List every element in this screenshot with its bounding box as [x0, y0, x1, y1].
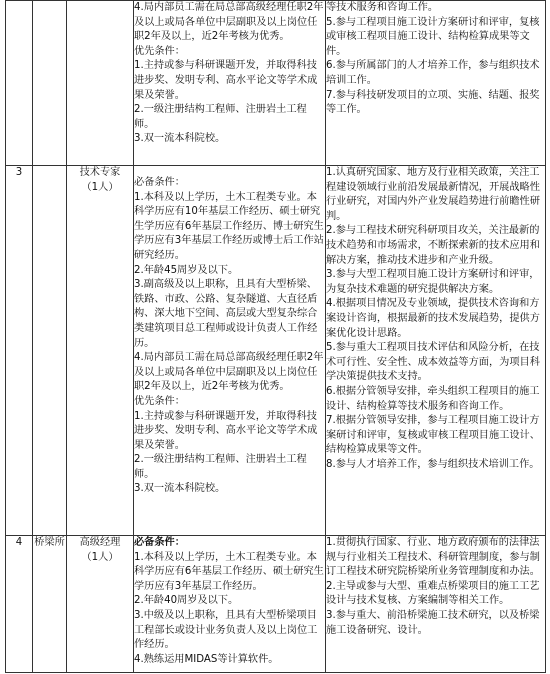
requirement-heading: 必备条件： [134, 537, 185, 548]
duty-text: 3.参与大型工程项目施工设计方案研讨和评审，为复杂技术难题的研究提供解决方案。 [326, 269, 540, 295]
position-cell: 技术专家 （1人） [67, 166, 134, 536]
duty-text: 7.参与科技研发项目的立项、实施、结题、报奖等工作。 [326, 89, 540, 116]
requirement-text: 3.双一流本科院校。 [134, 483, 226, 495]
duties-cell [326, 1, 546, 166]
requirement-text: 3.中级及以上职称，且具有大型桥梁项目工程部长或设计业务负责人及以上岗位工作经历。 [134, 609, 318, 651]
requirement-text: 1.本科及以上学历，土木工程类专业。本科学历应有10年基层工作经历、硕士研究生学历应有6年基层工作经历、博士研究生学历应有3年基层工作经历或博士后工作站研究经历。 [134, 191, 324, 261]
requirement-text: 2.一级注册结构工程师、注册岩土工程师。 [134, 454, 307, 480]
duty-text: 7.根据分管领导安排，参与工程项目施工设计方案研讨和评审，复核或审核工程项目施工设计、结构检算成果等文件。 [326, 415, 540, 456]
requirements-cell [134, 1, 326, 166]
duty-text: 5.参与工程项目施工设计方案研讨和评审，复核或审核工程项目施工设计、结构检算成果等文件。 [326, 16, 540, 57]
duty-text: 6.参与所属部门的人才培养工作，参与组织技术培训工作。 [326, 60, 540, 86]
requirement-heading: 优先条件： [134, 395, 185, 407]
duty-text: 等技术服务和咨询工作。 [326, 2, 439, 13]
recruitment-table [5, 0, 546, 673]
requirement-heading: 优先条件： [134, 45, 185, 57]
duty-text: 8.参与人才培养工作，参与组织技术培训工作。 [326, 458, 540, 470]
duty-text: 6.根据分管领导安排，牵头组织工程项目的施工设计、结构检算等技术服务和咨询工作。 [326, 385, 540, 412]
requirement-text: 1.主持或参与科研课题开发，并取得科技进步奖、发明专利、高水平论文等学术成果及荣誉。 [134, 410, 318, 451]
requirement-text: 2.年龄40周岁及以下。 [134, 595, 239, 607]
requirement-text: 3.副高级及以上职称，且具有大型桥梁、铁路、市政、公路、复杂隧道、大直径盾构、深大地下空间、高层或大型复杂综合类建筑项目总工程师或设计负责人工作经历。 [134, 279, 318, 349]
table-row [6, 1, 546, 166]
requirement-heading: 必备条件： [134, 177, 185, 188]
requirement-text: 1.主持或参与科研课题开发，并取得科技进步奖、发明专利、高水平论文等学术成果及荣誉。 [134, 60, 318, 101]
duty-text: 5.参与重大工程项目技术评估和风险分析，在技术可行性、安全性、成本效益等方面，为项目科学决策提供技术支持。 [326, 342, 540, 383]
requirement-text: 1.本科及以上学历，土木工程类专业。本科学历应有6年基层工作经历、硕士研究生学历应有3年基层工作经历。 [134, 551, 324, 592]
row-number-cell: 3 [6, 166, 33, 536]
duty-text: 1.贯彻执行国家、行业、地方政府颁布的法律法规与行业相关工程技术、科研管理制度，参与制订工程技术研究院桥梁所业务管理制度和办法。 [326, 537, 540, 578]
duty-text: 3.参与重大、前沿桥梁施工技术研究，以及桥梁施工设备研究、设计。 [326, 609, 540, 636]
duty-text: 4.根据项目情况及专业领域，提供技术咨询和方案设计咨询，根据最新的技术发展趋势，提供方案优化设计思路。 [326, 298, 540, 339]
duties-cell [326, 536, 546, 673]
row-number-cell: 4 [6, 536, 33, 673]
row-number-cell [6, 1, 33, 166]
department-cell [33, 1, 67, 166]
table-row [6, 536, 546, 673]
requirements-cell [134, 166, 326, 536]
requirements-cell [134, 536, 326, 673]
position-cell [67, 1, 134, 166]
requirement-text: 3.双一流本科院校。 [134, 133, 226, 145]
requirement-text: 4.局内部员工需在局总部高级经理任职2年及以上或局各单位中层副职及以上岗位任职2年及以上，近2年考核为优秀。 [134, 352, 324, 393]
duty-text: 1.认真研究国家、地方及行业相关政策，关注工程建设领域行业前沿发展最新情况，开展战略性行业研究，对国内外产业发展趋势进行前瞻性研判。 [326, 167, 540, 222]
duty-text: 2.主导或参与大型、重难点桥梁项目的施工工艺设计与技术复核、方案编制等相关工作。 [326, 580, 540, 607]
duties-cell [326, 166, 546, 536]
requirement-text: 2.一级注册结构工程师、注册岩土工程师。 [134, 104, 307, 130]
requirement-text: 4.熟练运用MIDAS等计算软件。 [134, 653, 279, 665]
table-row [6, 166, 546, 536]
duty-text: 2.参与工程技术研究科研项目攻关，关注最新的技术趋势和市场需求，不断探索新的技术应用和解决方案，推动技术进步和产业升级。 [326, 225, 540, 266]
requirement-text: 2.年龄45周岁及以下。 [134, 264, 239, 276]
position-cell: 高级经理 （1人） [67, 536, 134, 673]
department-cell: 桥梁所 [33, 536, 67, 673]
requirement-text: 4.局内部员工需在局总部高级经理任职2年及以上或局各单位中层副职及以上岗位任职2年及以上，近2年考核为优秀。 [134, 2, 324, 43]
department-cell [33, 166, 67, 536]
